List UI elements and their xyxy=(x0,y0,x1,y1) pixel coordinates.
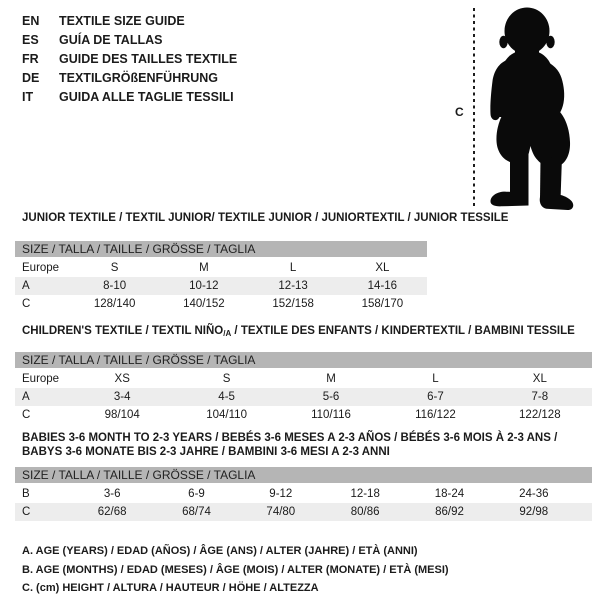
size-cell: L xyxy=(289,262,297,274)
table-row-europe xyxy=(15,370,592,388)
size-cell: S xyxy=(110,262,119,274)
table-row-age xyxy=(15,277,427,295)
height-figure xyxy=(452,4,594,216)
size-band: SIZE / TALLA / TAILLE / GRÖSSE / TAGLIA xyxy=(15,352,592,368)
baby-silhouette xyxy=(480,4,582,212)
height-cell: 158/170 xyxy=(361,298,404,310)
language-row-it xyxy=(22,88,237,107)
language-row-de xyxy=(22,69,237,88)
title-subscript: /A xyxy=(223,329,232,338)
language-label: GUIDA ALLE TAGLIE TESSILI xyxy=(59,90,234,104)
row-label: C xyxy=(22,298,31,310)
row-label: B xyxy=(22,488,30,500)
height-cell: 122/128 xyxy=(519,409,561,421)
table-row-months xyxy=(15,485,592,503)
table-row-height xyxy=(15,295,427,313)
months-cell: 3-6 xyxy=(103,488,121,500)
language-code: DE xyxy=(22,71,40,85)
language-code: FR xyxy=(22,52,39,66)
note-age-years: A. AGE (YEARS) / EDAD (AÑOS) / ÂGE (ANS) / ALTER (JAHRE) / ETÀ (ANNI) xyxy=(22,545,418,557)
language-label: GUÍA DE TALLAS xyxy=(59,33,163,47)
baby-left-leg xyxy=(510,154,529,193)
title-part: CHILDREN'S TEXTILE / TEXTIL NIÑO xyxy=(22,325,224,337)
height-cell: 86/92 xyxy=(435,506,464,518)
baby-right-ear xyxy=(546,36,554,48)
height-cell: 62/68 xyxy=(97,506,127,518)
height-dashed-line xyxy=(473,8,475,209)
row-label: C xyxy=(22,506,31,518)
row-label: Europe xyxy=(22,373,60,385)
size-cell: XL xyxy=(532,373,547,385)
language-row-en xyxy=(22,12,237,31)
height-cell: 140/152 xyxy=(183,298,225,310)
age-cell: 5-6 xyxy=(322,391,340,403)
children-table-title xyxy=(15,324,592,341)
age-cell: 4-5 xyxy=(218,391,235,403)
table-row-height xyxy=(15,406,592,424)
months-cell: 12-18 xyxy=(350,488,380,500)
note-age-months: B. AGE (MONTHS) / EDAD (MESES) / ÂGE (MOIS) / ALTER (MONATE) / ETÀ (MESI) xyxy=(22,563,449,576)
language-code: IT xyxy=(22,90,34,104)
baby-right-foot xyxy=(540,194,573,210)
baby-torso xyxy=(497,50,557,117)
language-code: ES xyxy=(22,33,39,47)
junior-table xyxy=(15,241,427,313)
language-label: TEXTILE SIZE GUIDE xyxy=(59,14,185,28)
height-cell: 110/116 xyxy=(311,409,351,421)
baby-right-leg xyxy=(540,156,562,201)
language-code: EN xyxy=(22,14,40,28)
note-height-cm: C. (cm) HEIGHT / ALTURA / HAUTEUR / HÖHE / ALTEZZA xyxy=(22,582,319,594)
children-table xyxy=(15,352,592,424)
row-label: A xyxy=(22,391,30,403)
months-cell: 6-9 xyxy=(188,488,205,500)
baby-left-ear xyxy=(499,36,507,48)
babies-table-section xyxy=(15,431,592,521)
age-cell: 12-13 xyxy=(278,280,308,292)
height-cell: 152/158 xyxy=(272,298,314,310)
months-cell: 9-12 xyxy=(269,488,293,500)
table-row-europe xyxy=(15,259,427,277)
size-cell: M xyxy=(199,262,209,274)
size-band: SIZE / TALLA / TAILLE / GRÖSSE / TAGLIA xyxy=(15,241,427,257)
table-row-age xyxy=(15,388,592,406)
babies-table-title-line1: BABIES 3-6 MONTH TO 2-3 YEARS / BEBÉS 3-6 MESES A 2-3 AÑOS / BÉBÉS 3-6 MOIS À 2-3 ANS / xyxy=(22,432,558,444)
size-band: SIZE / TALLA / TAILLE / GRÖSSE / TAGLIA xyxy=(15,467,592,483)
age-cell: 7-8 xyxy=(531,391,549,403)
junior-table-title: JUNIOR TEXTILE / TEXTIL JUNIOR/ TEXTILE JUNIOR / JUNIORTEXTIL / JUNIOR TESSILE xyxy=(22,212,509,224)
age-cell: 3-4 xyxy=(113,391,131,403)
height-cell: 98/104 xyxy=(104,409,140,421)
age-cell: 8-10 xyxy=(103,280,127,292)
table-row-height xyxy=(15,503,592,521)
size-cell: M xyxy=(326,373,336,385)
age-cell: 14-16 xyxy=(367,280,398,292)
height-c-label: C xyxy=(455,105,464,119)
babies-table-title-line2: BABYS 3-6 MONATE BIS 2-3 JAHRE / BAMBINI 3-6 MESI A 2-3 ANNI xyxy=(22,446,390,458)
height-cell: 74/80 xyxy=(266,506,296,518)
baby-left-foot xyxy=(491,192,529,207)
legend-notes xyxy=(15,542,592,598)
height-cell: 80/86 xyxy=(350,506,380,518)
months-cell: 24-36 xyxy=(519,488,549,500)
size-cell: XS xyxy=(114,373,130,385)
row-label: C xyxy=(22,409,31,421)
size-cell: L xyxy=(432,373,439,385)
junior-table-section xyxy=(15,211,592,313)
language-label: GUIDE DES TAILLES TEXTILE xyxy=(59,52,238,66)
height-cell: 92/98 xyxy=(519,506,549,518)
size-cell: XL xyxy=(375,262,390,274)
age-cell: 6-7 xyxy=(427,391,444,403)
height-cell: 104/110 xyxy=(206,409,247,421)
language-row-fr xyxy=(22,50,237,69)
height-cell: 68/74 xyxy=(182,506,211,518)
height-cell: 116/122 xyxy=(415,409,456,421)
language-row-es xyxy=(22,31,237,50)
height-cell: 128/140 xyxy=(93,298,136,310)
tables-area xyxy=(15,211,592,598)
language-label: TEXTILGRÖßENFÜHRUNG xyxy=(59,71,219,85)
months-cell: 18-24 xyxy=(434,488,465,500)
children-table-section xyxy=(15,324,592,424)
age-cell: 10-12 xyxy=(189,280,219,292)
size-cell: S xyxy=(222,373,231,385)
row-label: A xyxy=(22,280,30,292)
row-label: Europe xyxy=(22,262,60,274)
babies-table xyxy=(15,467,592,521)
title-part: / TEXTILE DES ENFANTS / KINDERTEXTIL / BAMBINI TESSILE xyxy=(231,325,575,337)
language-guide-list xyxy=(22,12,237,107)
